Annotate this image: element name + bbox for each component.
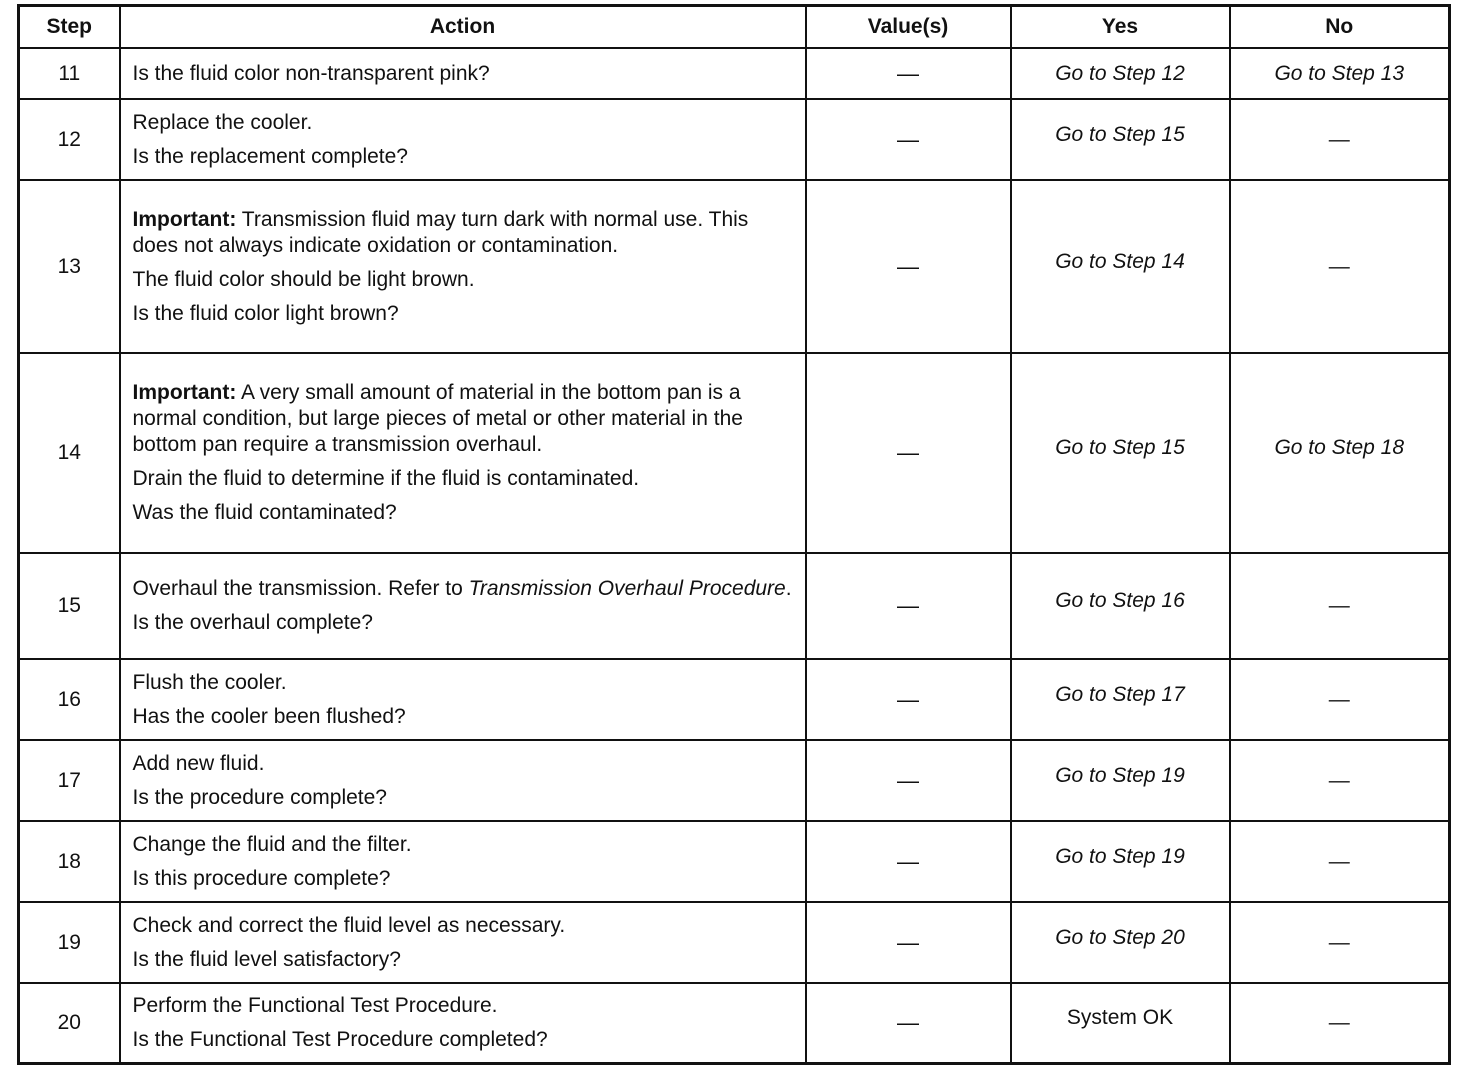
- important-note: [133, 207, 793, 259]
- action-text: Check and correct the fluid level as necessary.: [132, 913, 566, 937]
- step-number: 12: [19, 99, 120, 180]
- table-row: [19, 983, 1450, 1063]
- yes-cell: Go to Step 17: [1011, 659, 1230, 740]
- action-text: Change the fluid and the filter.: [132, 832, 412, 856]
- yes-cell: Go to Step 20: [1011, 902, 1230, 983]
- action-question: Is the fluid color light brown?: [132, 301, 399, 325]
- step-number: 16: [19, 659, 120, 740]
- step-number: 19: [19, 902, 120, 983]
- important-label: Important:: [132, 381, 237, 404]
- value-cell: —: [806, 180, 1011, 353]
- action-question: Is the Functional Test Procedure completed?: [132, 1027, 548, 1051]
- important-text: A very small amount of material in the bottom pan is a normal condition, but large pieces of metal or other material in the bottom pan require a transmission overhaul.: [132, 381, 743, 456]
- action-cell: [120, 983, 806, 1063]
- header-action: Action: [120, 6, 806, 49]
- table-row: [19, 180, 1450, 353]
- yes-cell: Go to Step 15: [1011, 99, 1230, 180]
- step-number: 18: [19, 821, 120, 902]
- action-text: Drain the fluid to determine if the fluid is contaminated.: [132, 467, 640, 490]
- action-cell: [120, 180, 806, 353]
- action-cell: [120, 659, 806, 740]
- header-values: Value(s): [806, 6, 1011, 49]
- no-cell: —: [1230, 99, 1450, 180]
- table-row: [19, 659, 1450, 740]
- action-cell: [120, 740, 806, 821]
- action-text: Flush the cooler.: [132, 670, 287, 694]
- action-text: The fluid color should be light brown.: [132, 267, 475, 291]
- step-number: 20: [19, 983, 120, 1063]
- value-cell: —: [806, 99, 1011, 180]
- action-suffix: .: [785, 577, 792, 600]
- no-cell: —: [1230, 983, 1450, 1063]
- action-question: Is the overhaul complete?: [132, 611, 373, 634]
- no-cell: —: [1230, 821, 1450, 902]
- action-text: Replace the cooler.: [132, 110, 313, 134]
- table-row: [19, 553, 1450, 659]
- action-cell: [120, 99, 806, 180]
- step-number: 13: [19, 180, 120, 353]
- table-row: [19, 821, 1450, 902]
- yes-cell: [1011, 983, 1230, 1063]
- yes-cell: Go to Step 12: [1011, 48, 1230, 99]
- yes-cell: Go to Step 14: [1011, 180, 1230, 353]
- yes-cell: Go to Step 16: [1011, 553, 1230, 659]
- action-text: [133, 576, 793, 602]
- no-cell: —: [1230, 180, 1450, 353]
- action-question: Is the procedure complete?: [132, 785, 387, 809]
- action-cell: [120, 553, 806, 659]
- step-number: 11: [19, 48, 120, 99]
- important-note: [133, 380, 793, 458]
- action-question: Was the fluid contaminated?: [132, 501, 397, 524]
- diagnostic-table: [17, 4, 1451, 1065]
- step-number: 14: [19, 353, 120, 553]
- no-cell: Go to Step 13: [1230, 48, 1450, 99]
- action-cell: [120, 821, 806, 902]
- table-row: [19, 740, 1450, 821]
- no-cell: —: [1230, 902, 1450, 983]
- action-cell: [120, 902, 806, 983]
- action-text: Is the fluid color non-transparent pink?: [132, 61, 490, 85]
- table-row: [19, 99, 1450, 180]
- no-cell: —: [1230, 659, 1450, 740]
- no-cell: Go to Step 18: [1230, 353, 1450, 553]
- procedure-reference: Transmission Overhaul Procedure: [468, 577, 786, 600]
- action-text: Perform the Functional Test Procedure.: [132, 993, 498, 1017]
- system-ok-text: System OK: [1066, 1005, 1174, 1029]
- no-cell: —: [1230, 553, 1450, 659]
- value-cell: —: [806, 659, 1011, 740]
- important-text: Transmission fluid may turn dark with normal use. This does not always indicate oxidation or contamination.: [132, 207, 749, 257]
- table-row: [19, 48, 1450, 99]
- value-cell: —: [806, 48, 1011, 99]
- header-yes: Yes: [1011, 6, 1230, 49]
- action-question: Is the replacement complete?: [132, 144, 408, 168]
- value-cell: —: [806, 983, 1011, 1063]
- action-question: Is the fluid level satisfactory?: [132, 947, 401, 971]
- step-number: 17: [19, 740, 120, 821]
- action-question: Is this procedure complete?: [132, 866, 391, 890]
- action-text: Add new fluid.: [132, 751, 265, 775]
- no-cell: —: [1230, 740, 1450, 821]
- table-row: [19, 353, 1450, 553]
- action-cell: [120, 48, 806, 99]
- header-no: No: [1230, 6, 1450, 49]
- header-step: Step: [19, 6, 120, 49]
- value-cell: —: [806, 902, 1011, 983]
- value-cell: —: [806, 553, 1011, 659]
- header-row: [19, 6, 1450, 49]
- value-cell: —: [806, 821, 1011, 902]
- yes-cell: Go to Step 19: [1011, 740, 1230, 821]
- table-row: [19, 902, 1450, 983]
- value-cell: —: [806, 740, 1011, 821]
- important-label: Important:: [132, 207, 237, 231]
- action-cell: [120, 353, 806, 553]
- yes-cell: Go to Step 15: [1011, 353, 1230, 553]
- action-question: Has the cooler been flushed?: [132, 704, 406, 728]
- value-cell: —: [806, 353, 1011, 553]
- action-prefix: Overhaul the transmission. Refer to: [132, 577, 469, 600]
- yes-cell: Go to Step 19: [1011, 821, 1230, 902]
- step-number: 15: [19, 553, 120, 659]
